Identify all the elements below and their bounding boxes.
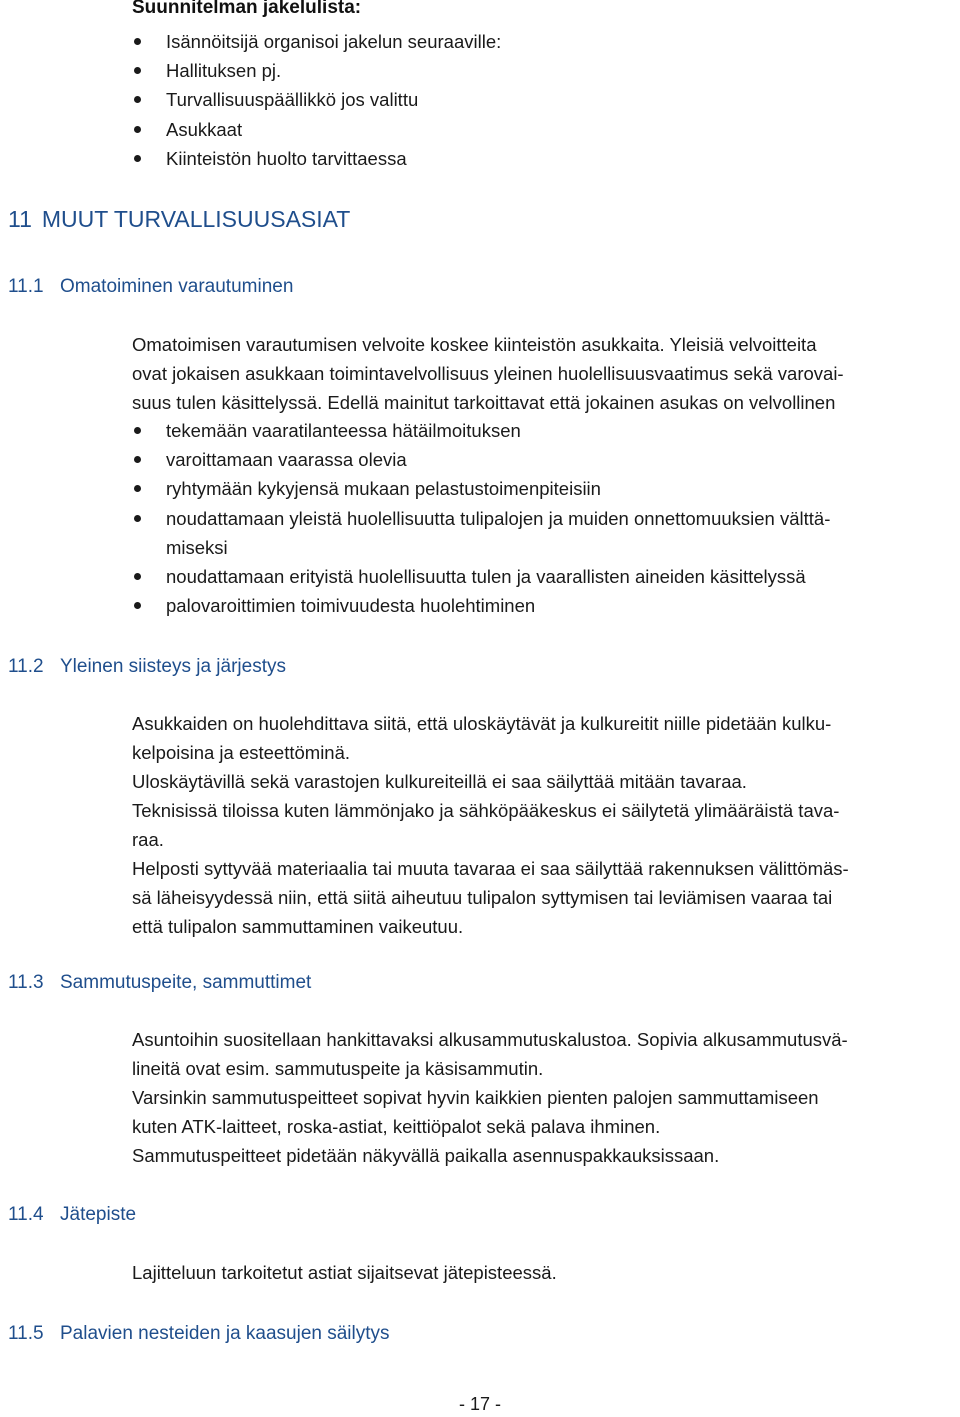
- list-item: noudattamaan erityistä huolellisuutta tulen ja vaarallisten aineiden käsittelyssä: [131, 562, 830, 591]
- list-item-continuation: miseksi: [166, 536, 228, 558]
- obligations-list: [131, 416, 830, 620]
- section-title: Sammutuspeite, sammuttimet: [60, 972, 312, 993]
- distribution-title: Suunnitelman jakelulista:: [132, 0, 362, 18]
- paragraph-line: että tulipalon sammuttaminen vaikeutuu.: [132, 916, 464, 937]
- section-title: Jätepiste: [60, 1204, 137, 1225]
- chapter-title: MUUT TURVALLISUUSASIAT: [41, 206, 351, 232]
- section-title: Yleinen siisteys ja järjestys: [60, 656, 286, 677]
- list-item: Asukkaat: [131, 115, 501, 144]
- paragraph-line: suus tulen käsittelyssä. Edellä mainitut tarkoittavat että jokainen asukas on velvollinen: [132, 392, 836, 413]
- distribution-list: [131, 27, 501, 173]
- chapter-number: 11: [8, 206, 32, 232]
- paragraph-line: Lajitteluun tarkoitetut astiat sijaitsevat jätepisteessä.: [132, 1262, 557, 1283]
- paragraph-line: Asuntoihin suositellaan hankittavaksi alkusammutuskalustoa. Sopivia alkusammutusvä-: [132, 1029, 848, 1050]
- paragraph-line: Helposti syttyvää materiaalia tai muuta tavaraa ei saa säilyttää rakennuksen välittömäs-: [132, 858, 849, 879]
- list-item: Isännöitsijä organisoi jakelun seuraaville:: [131, 27, 501, 56]
- section-number: 11.5: [8, 1323, 44, 1344]
- section-title: Omatoiminen varautuminen: [60, 276, 294, 297]
- chapter-heading: [8, 206, 350, 233]
- paragraph-line: sä läheisyydessä niin, että siitä aiheutuu tulipalon syttymisen tai leviämisen vaaraa tai: [132, 887, 833, 908]
- paragraph-line: Omatoimisen varautumisen velvoite koskee kiinteistön asukkaita. Yleisiä velvoitteita: [132, 334, 817, 355]
- section-number: 11.3: [8, 972, 44, 993]
- section-heading-11-2: [8, 656, 286, 678]
- section-11-1-body: [132, 330, 960, 417]
- paragraph-line: kelpoisina ja esteettöminä.: [132, 742, 351, 763]
- section-title: Palavien nesteiden ja kaasujen säilytys: [60, 1323, 390, 1344]
- list-item: palovaroittimien toimivuudesta huolehtiminen: [131, 591, 830, 620]
- section-11-4-body: [132, 1258, 960, 1287]
- paragraph-line: Asukkaiden on huolehdittava siitä, että uloskäytävät ja kulkureitit niille pidetään kulku-: [132, 713, 832, 734]
- section-11-2-body: [132, 709, 960, 941]
- list-item: varoittamaan vaarassa olevia: [131, 445, 830, 474]
- paragraph-line: Sammutuspeitteet pidetään näkyvällä paikalla asennuspakkauksissaan.: [132, 1145, 720, 1166]
- section-number: 11.1: [8, 276, 44, 297]
- list-item: Kiinteistön huolto tarvittaessa: [131, 144, 501, 173]
- paragraph-line: lineitä ovat esim. sammutuspeite ja käsisammutin.: [132, 1058, 544, 1079]
- paragraph-line: Teknisissä tiloissa kuten lämmönjako ja sähköpääkeskus ei säilytetä ylimääräistä tava-: [132, 800, 840, 821]
- list-item: ryhtymään kykyjensä mukaan pelastustoimenpiteisiin: [131, 474, 830, 503]
- list-item: tekemään vaaratilanteessa hätäilmoituksen: [131, 416, 830, 445]
- paragraph-line: Uloskäytävillä sekä varastojen kulkureiteillä ei saa säilyttää mitään tavaraa.: [132, 771, 747, 792]
- page-number: - 17 -: [459, 1394, 502, 1414]
- section-11-3-body: [132, 1025, 960, 1170]
- paragraph-line: ovat jokaisen asukkaan toimintavelvollisuus yleinen huolellisuusvaatimus sekä varovai-: [132, 363, 844, 384]
- paragraph-line: kuten ATK-laitteet, roska-astiat, keittiöpalot sekä palava ihminen.: [132, 1116, 661, 1137]
- paragraph-line: raa.: [132, 829, 164, 850]
- section-number: 11.2: [8, 656, 44, 677]
- list-item: noudattamaan yleistä huolellisuutta tulipalojen ja muiden onnettomuuksien välttä-: [131, 504, 830, 533]
- list-item: Turvallisuuspäällikkö jos valittu: [131, 85, 501, 114]
- section-heading-11-1: [8, 276, 293, 298]
- section-heading-11-5: [8, 1323, 390, 1345]
- section-heading-11-3: [8, 972, 311, 994]
- list-item: Hallituksen pj.: [131, 56, 501, 85]
- paragraph-line: Varsinkin sammutuspeitteet sopivat hyvin kaikkien pienten palojen sammuttamiseen: [132, 1087, 819, 1108]
- section-heading-11-4: [8, 1204, 136, 1226]
- section-number: 11.4: [8, 1204, 44, 1225]
